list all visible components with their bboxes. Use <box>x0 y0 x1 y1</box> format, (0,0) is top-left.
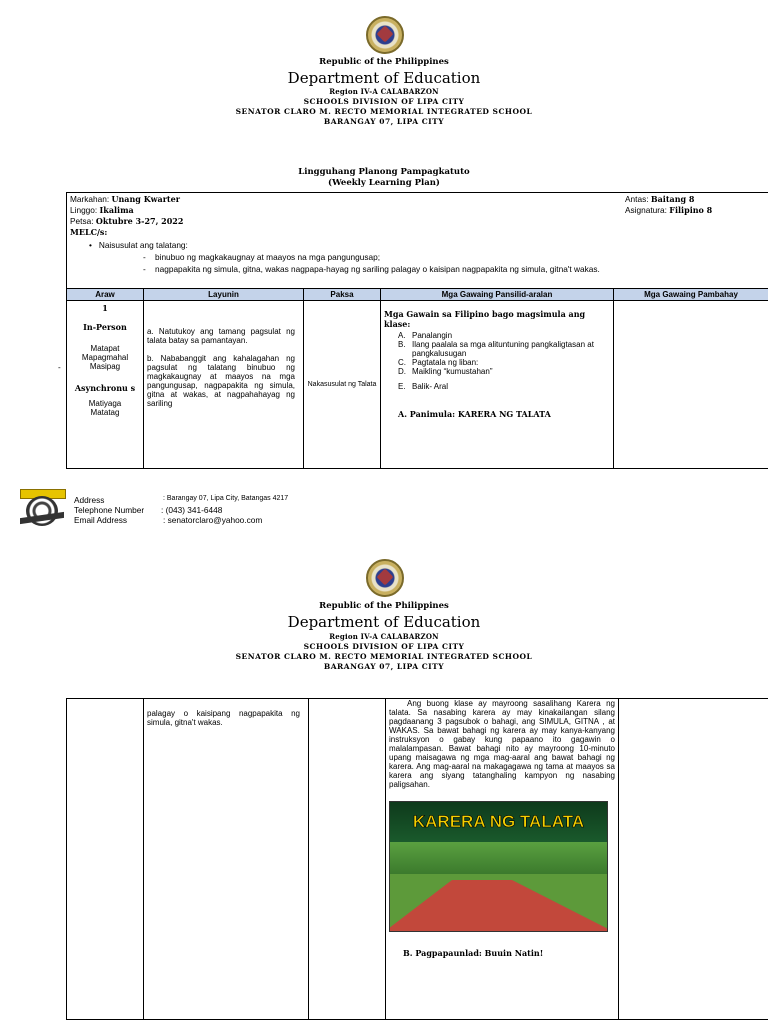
gawain-intro: Mga Gawain sa Filipino bago magsimula ang klase: <box>384 309 586 329</box>
markahan-label: Markahan: <box>70 194 110 204</box>
republic-heading: Republic of the Philippines <box>319 57 449 67</box>
school-heading-2: SENATOR CLARO M. RECTO MEMORIAL INTEGRATED SCHOOL <box>235 652 533 661</box>
layunin-cell <box>144 301 304 469</box>
asignatura-label: Asignatura: <box>625 205 667 215</box>
asignatura-value: Filipino 8 <box>669 205 713 215</box>
margin-dash: - <box>58 363 61 372</box>
linggo-value: Ikalima <box>99 205 134 215</box>
gawain-item-d: D. Maikling “kumustahan” <box>398 367 493 376</box>
melc-bullet-text: Naisusulat ang talatang: <box>98 240 188 250</box>
karera-image-title: KARERA NG TALATA <box>390 802 607 842</box>
region-heading: Region IV-A CALABARZON <box>329 87 439 96</box>
melc-sub1-text: binubuo ng magkakaugnay at maayos na mga pangungusap; <box>154 252 381 262</box>
asynchronous-label: Asynchronu s <box>74 383 136 393</box>
value-masipag: Masipag <box>89 362 121 371</box>
value-matiyaga: Matiyaga <box>88 399 122 408</box>
linggo-row <box>70 205 134 215</box>
melc-sub2-text: nagpapakita ng simula, gitna, wakas nagpapa-hayag ng sariling palagay o kaisipan nagpapakita ng simula, gitna't wakas. <box>154 264 600 274</box>
panimula-heading: A. Panimula: KARERA NG TALATA <box>398 409 551 419</box>
antas-row <box>625 194 694 204</box>
region-heading-2: Region IV-A CALABARZON <box>329 632 439 641</box>
asignatura-row <box>625 205 712 215</box>
value-mapagmahal: Mapagmahal <box>81 353 129 362</box>
antas-label: Antas: <box>625 194 649 204</box>
gawain-item-a: A. Panalangin <box>398 331 453 340</box>
araw-number: 1 <box>102 303 108 313</box>
barangay-heading-2: BARANGAY 07, LIPA CITY <box>323 662 445 671</box>
col-araw: Araw <box>67 289 144 301</box>
araw-cell <box>67 301 144 469</box>
col-gawain: Mga Gawaing Pansilid-aralan <box>381 289 614 301</box>
division-heading-2: SCHOOLS DIVISION OF LIPA CITY <box>303 642 465 651</box>
melc-row <box>70 227 107 237</box>
markahan-value: Unang Kwarter <box>111 194 180 204</box>
gawain-cell-2 <box>386 699 619 1020</box>
paksa-cell-2 <box>309 699 386 1020</box>
araw-cell-2 <box>67 699 144 1020</box>
value-matapat: Matapat <box>90 344 120 353</box>
phone-label: Telephone Number <box>74 505 145 515</box>
dash-icon: - <box>143 252 155 262</box>
deped-seal-icon-2 <box>366 559 404 597</box>
petsa-row <box>70 216 183 226</box>
antas-value: Baitang 8 <box>650 194 695 204</box>
gawain-item-b: B. Ilang paalala sa mga alituntuning pangkaligtasan at pangkalusugan <box>398 340 594 358</box>
in-person-label: In-Person <box>83 322 127 332</box>
gawain-cell <box>381 301 614 469</box>
col-paksa: Paksa <box>304 289 381 301</box>
paksa-cell <box>304 301 381 469</box>
department-heading-2: Department of Education <box>287 613 481 631</box>
school-logo-icon <box>20 489 64 529</box>
col-bahay: Mga Gawaing Pambahay <box>614 289 768 301</box>
bahay-cell <box>614 301 768 469</box>
melc-label: MELC/s: <box>70 227 108 237</box>
markahan-row <box>70 194 180 204</box>
email-label: Email Address <box>74 515 128 525</box>
bullet-icon: • <box>89 240 99 250</box>
republic-heading-2: Republic of the Philippines <box>319 601 449 611</box>
deped-seal-icon <box>366 16 404 54</box>
address-value: : Barangay 07, Lipa City, Batangas 4217 <box>163 495 289 502</box>
value-matatag: Matatag <box>90 408 120 417</box>
dash-icon: - <box>143 264 155 274</box>
melc-sub1 <box>143 252 380 262</box>
address-label: Address <box>74 495 105 505</box>
melc-sub2 <box>143 264 600 274</box>
gawain-list <box>384 331 610 391</box>
layunin-a: a. Natutukoy ang tamang pagsulat ng talata batay sa pamantayan. <box>147 327 295 345</box>
bahay-cell-2 <box>619 699 768 1020</box>
email-value: : senatorclaro@yahoo.com <box>163 515 263 525</box>
karera-image <box>389 801 608 932</box>
linggo-label: Linggo: <box>70 205 98 215</box>
col-layunin: Layunin <box>144 289 304 301</box>
school-heading: SENATOR CLARO M. RECTO MEMORIAL INTEGRATED SCHOOL <box>235 107 533 116</box>
gawain-item-e: E. Balik- Aral <box>398 382 449 391</box>
layunin-b: b. Nababanggit ang kahalagahan ng pagsulat ng talatang binubuo ng magkakaugnay at maayos na mga pangungusap, nagpapakita ng simula, gitna at wakas, at nagpahahayag ng sariling <box>147 354 295 408</box>
petsa-label: Petsa: <box>70 216 94 226</box>
karera-description: Ang buong klase ay mayroong sasalihang Karera ng talata. Sa nasabing karera ay may kinakailangan silang pagdaanang 3 pagsubok o bahagi, ang SIMULA, GITNA , at WAKAS. Sa bawat bahagi ng karera ay may kanya-kanyang instruksyon o gabay kung papaano ito gagawin o malalampasan. Bawat bahagi nito ay mayroong 10-minuto upang maisagawa ng mga mag-aaral ang bawat bahagi ng karera. Ang mag-aaral na makagagawa ng tama at maayos sa karera ang siyang tatanghaling kampyon ng nasabing paligsahan. <box>389 699 615 789</box>
department-heading: Department of Education <box>287 69 481 87</box>
plan-table <box>66 288 768 469</box>
info-box <box>66 192 768 289</box>
layunin-cell-2 <box>144 699 309 1020</box>
plan-subtitle: (Weekly Learning Plan) <box>328 178 440 188</box>
gawain-item-c: C. Pagtatala ng liban: <box>398 358 479 367</box>
phone-value: : (043) 341-6448 <box>161 505 223 515</box>
melc-bullet <box>89 240 188 250</box>
layunin-continued: palagay o kaisipang nagpapakita ng simula, gitna't wakas. <box>147 709 300 727</box>
petsa-value: Oktubre 3-27, 2022 <box>95 216 184 226</box>
barangay-heading: BARANGAY 07, LIPA CITY <box>323 117 445 126</box>
pagpapaunlad-heading: B. Pagpapaunlad: Buuin Natin! <box>403 948 544 958</box>
division-heading: SCHOOLS DIVISION OF LIPA CITY <box>303 97 465 106</box>
plan-table-continued <box>66 698 768 1020</box>
paksa-text: Nakasusulat ng Talata <box>307 381 377 388</box>
plan-title: Lingguhang Planong Pampagkatuto <box>298 167 470 177</box>
